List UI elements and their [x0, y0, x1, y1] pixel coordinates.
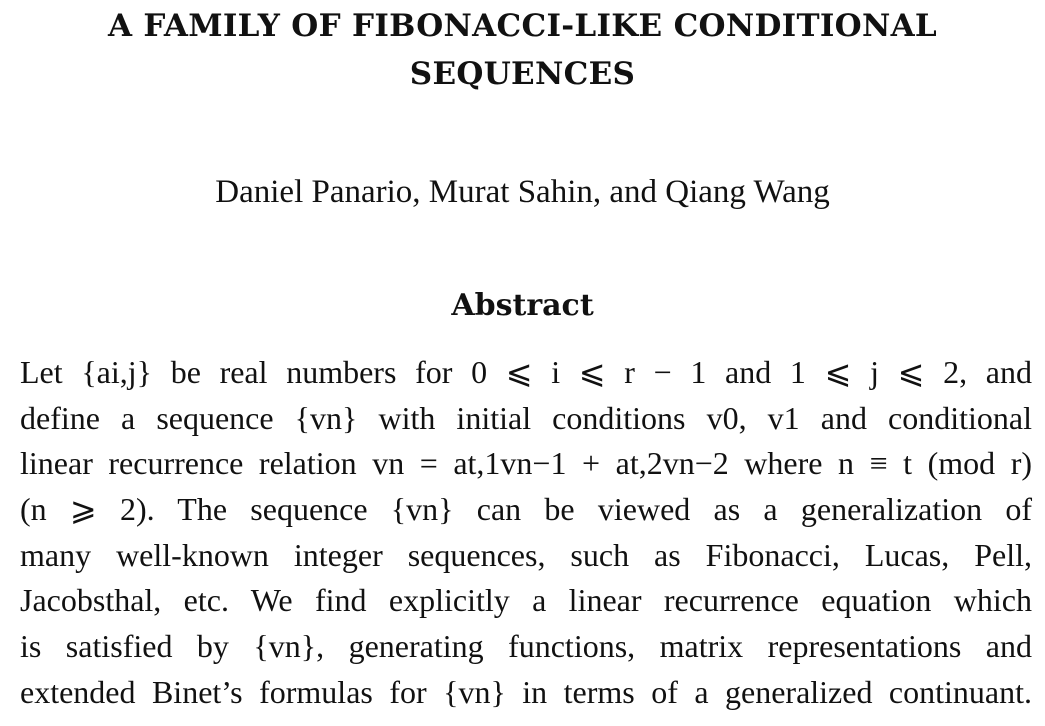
- paper-title: [0, 2, 1045, 98]
- paper-title-line-2: SEQUENCES: [409, 56, 636, 92]
- paper-title-line-1: A FAMILY OF FIBONACCI-LIKE CONDITIONAL: [107, 8, 938, 44]
- paper-authors: Daniel Panario, Murat Sahin, and Qiang Wang: [215, 174, 830, 210]
- abstract-line-1: Let {ai,j} be real numbers for 0 ⩽ i ⩽ r − 1 and 1 ⩽ j ⩽ 2, and: [20, 354, 1033, 390]
- abstract-heading: Abstract: [451, 288, 594, 323]
- abstract-line-6: Jacobsthal, etc. We find explicitly a linear recurrence equation which: [20, 582, 1032, 619]
- abstract-line-8: extended Binet’s formulas for {vn} in terms of a generalized continuant.: [20, 673, 1032, 710]
- abstract-body: [20, 350, 1032, 716]
- abstract-line-5: many well-known integer sequences, such as Fibonacci, Lucas, Pell,: [20, 536, 1032, 573]
- abstract-line-7: is satisfied by {vn}, generating functions, matrix representations and: [20, 628, 1032, 665]
- abstract-line-3: linear recurrence relation vn = at,1vn−1 + at,2vn−2 where n ≡ t (mod r): [20, 445, 1032, 482]
- abstract-line-4: (n ⩾ 2). The sequence {vn} can be viewed as a generalization of: [20, 491, 1032, 528]
- abstract-line-2: define a sequence {vn} with initial conditions v0, v1 and conditional: [20, 399, 1032, 436]
